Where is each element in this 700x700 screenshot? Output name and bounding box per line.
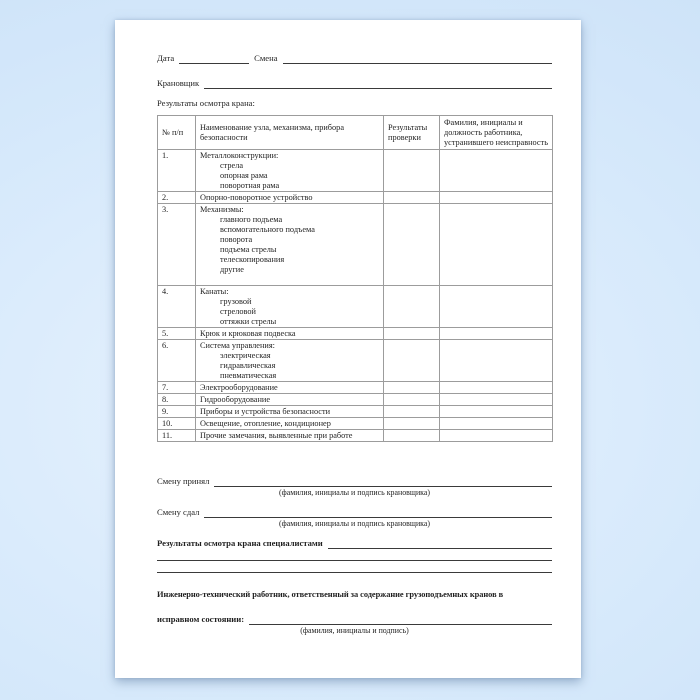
- item-subitem: главного подъема: [220, 214, 283, 224]
- results-title: Результаты осмотра крана:: [157, 98, 255, 108]
- item-name: Металлоконструкции:: [200, 150, 279, 160]
- crane-operator-label: Крановщик: [157, 78, 200, 88]
- table-header-row: [158, 116, 553, 150]
- row-number: 2.: [158, 192, 196, 204]
- date-blank-line: [179, 55, 249, 64]
- check-result-cell: [384, 286, 440, 328]
- specialists-row: [157, 538, 552, 549]
- fixer-info-cell: [440, 204, 553, 286]
- row-number: 1.: [158, 150, 196, 192]
- item-subitem: грузовой: [220, 296, 252, 306]
- row-number: 8.: [158, 394, 196, 406]
- shift-accepted-row: [157, 476, 552, 487]
- item-name: Система управления:: [200, 340, 275, 350]
- item-name-cell: [196, 418, 384, 430]
- check-result-cell: [384, 150, 440, 192]
- item-name-cell: [196, 192, 384, 204]
- check-result-cell: [384, 418, 440, 430]
- shift-blank-line: [283, 55, 552, 64]
- crane-operator-row: [157, 78, 552, 89]
- table-row: [158, 418, 553, 430]
- item-subitem: оттяжки стрелы: [220, 316, 277, 326]
- shift-handed-row: [157, 507, 552, 518]
- table-row: [158, 204, 553, 286]
- item-subitem: другие: [220, 264, 244, 274]
- item-name-cell: [196, 328, 384, 340]
- item-name: Прочие замечания, выявленные при работе: [200, 430, 353, 440]
- shift-label: Смена: [254, 53, 278, 63]
- item-name: Освещение, отопление, кондиционер: [200, 418, 331, 428]
- date-shift-row: [157, 53, 552, 64]
- item-name: Электрооборудование: [200, 382, 278, 392]
- table-row: [158, 394, 553, 406]
- table-row: [158, 406, 553, 418]
- engineer-caption: (фамилия, инициалы и подпись): [300, 626, 409, 635]
- fixer-info-cell: [440, 150, 553, 192]
- item-subitem: подъема стрелы: [220, 244, 277, 254]
- check-result-cell: [384, 394, 440, 406]
- inspection-table: [157, 115, 553, 442]
- shift-accepted-caption: (фамилия, инициалы и подпись крановщика): [278, 488, 431, 497]
- item-name: Крюк и крюковая подвеска: [200, 328, 296, 338]
- table-row: [158, 430, 553, 442]
- table-row: [158, 192, 553, 204]
- fixer-info-cell: [440, 382, 553, 394]
- shift-handed-label: Смену сдал: [157, 507, 200, 517]
- item-name: Приборы и устройства безопасности: [200, 406, 331, 416]
- engineer-row: [157, 614, 552, 625]
- fixer-info-cell: [440, 286, 553, 328]
- engineer-label-line1: Инженерно-технический работник, ответственный за содержание грузоподъемных кранов в: [157, 590, 504, 599]
- fixer-info-cell: [440, 430, 553, 442]
- check-result-cell: [384, 382, 440, 394]
- row-number: 7.: [158, 382, 196, 394]
- fixer-info-cell: [440, 406, 553, 418]
- table-row: [158, 340, 553, 382]
- item-name-cell: [196, 204, 384, 286]
- shift-handed-caption: (фамилия, инициалы и подпись крановщика): [278, 519, 431, 528]
- item-name: Гидрооборудование: [200, 394, 271, 404]
- item-name: Канаты:: [200, 286, 229, 296]
- item-subitem: пневматическая: [220, 370, 277, 380]
- table-row: [158, 328, 553, 340]
- signatures-section: [157, 476, 552, 636]
- row-number: 5.: [158, 328, 196, 340]
- item-name-cell: [196, 406, 384, 418]
- check-result-cell: [384, 204, 440, 286]
- item-subitem: гидравлическая: [220, 360, 276, 370]
- item-name-cell: [196, 382, 384, 394]
- row-number: 11.: [158, 430, 196, 442]
- specialists-blank-line-3: [157, 561, 552, 573]
- item-subitem: поворотная рама: [220, 180, 280, 190]
- shift-accepted-blank-line: [214, 478, 552, 487]
- table-row: [158, 150, 553, 192]
- crane-operator-blank-line: [204, 80, 552, 89]
- engineer-label-line2: исправном состоянии:: [157, 614, 245, 624]
- item-name-cell: [196, 430, 384, 442]
- fixer-info-cell: [440, 340, 553, 382]
- row-number: 3.: [158, 204, 196, 286]
- check-result-cell: [384, 328, 440, 340]
- item-name: Механизмы:: [200, 204, 244, 214]
- date-label: Дата: [157, 53, 175, 63]
- item-subitem: поворота: [220, 234, 253, 244]
- col-header-check-results: Результаты проверки: [384, 116, 440, 150]
- item-subitem: телескопирования: [220, 254, 285, 264]
- item-name-cell: [196, 150, 384, 192]
- check-result-cell: [384, 340, 440, 382]
- item-subitem: опорная рама: [220, 170, 268, 180]
- table-row: [158, 382, 553, 394]
- fixer-info-cell: [440, 394, 553, 406]
- row-number: 9.: [158, 406, 196, 418]
- row-number: 10.: [158, 418, 196, 430]
- check-result-cell: [384, 192, 440, 204]
- shift-accepted-label: Смену принял: [157, 476, 210, 486]
- item-name-cell: [196, 394, 384, 406]
- table-row: [158, 286, 553, 328]
- item-subitem: стрела: [220, 160, 244, 170]
- col-header-number: № п/п: [158, 116, 196, 150]
- specialists-blank-line-2: [157, 549, 552, 561]
- document-page: [115, 20, 581, 678]
- item-name-cell: [196, 340, 384, 382]
- col-header-fixer-info: Фамилия, инициалы и должность работника, устранившего неисправность: [440, 116, 553, 150]
- item-name-cell: [196, 286, 384, 328]
- row-number: 6.: [158, 340, 196, 382]
- item-name: Опорно-поворотное устройство: [200, 192, 313, 202]
- item-subitem: электрическая: [220, 350, 271, 360]
- fixer-info-cell: [440, 328, 553, 340]
- fixer-info-cell: [440, 418, 553, 430]
- item-subitem: [200, 275, 379, 285]
- item-subitem: стреловой: [220, 306, 256, 316]
- check-result-cell: [384, 406, 440, 418]
- specialists-label: Результаты осмотра крана специалистами: [157, 538, 323, 548]
- shift-handed-blank-line: [204, 509, 552, 518]
- specialists-blank-line: [328, 540, 552, 549]
- check-result-cell: [384, 430, 440, 442]
- item-subitem: вспомогательного подъема: [220, 224, 315, 234]
- col-header-item-name: Наименование узла, механизма, прибора безопасности: [196, 116, 384, 150]
- engineer-blank-line: [249, 616, 552, 625]
- fixer-info-cell: [440, 192, 553, 204]
- row-number: 4.: [158, 286, 196, 328]
